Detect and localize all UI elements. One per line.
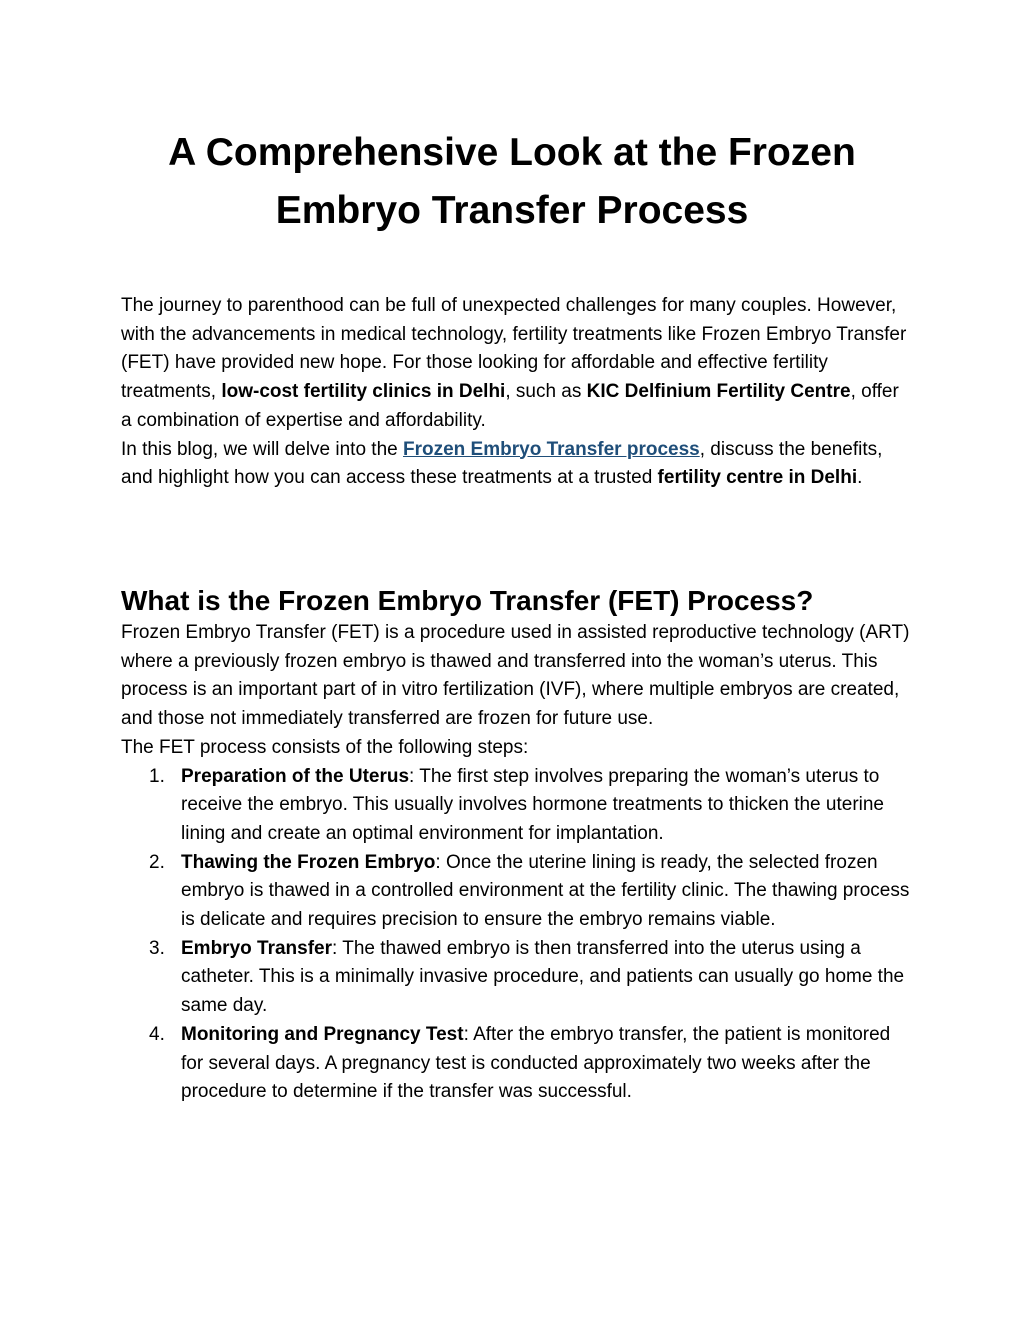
- bold-phrase-fertility-centre: fertility centre in Delhi: [657, 467, 858, 489]
- intro-text: , such as: [505, 381, 587, 403]
- intro-text: .: [857, 467, 863, 489]
- step-number: 2.: [149, 851, 165, 873]
- intro-text: , offer a combination of expertise and affordability.: [121, 381, 899, 431]
- fet-section: [121, 619, 911, 1107]
- step-title: Thawing the Frozen Embryo: [181, 851, 436, 873]
- fet-process-link[interactable]: Frozen Embryo Transfer process: [403, 438, 700, 460]
- step-text: : The thawed embryo is then transferred into the uterus using a catheter. This is a minimally invasive procedure, and patients can usually go home the same day.: [181, 937, 905, 1017]
- bold-phrase-low-cost-clinics: low-cost fertility clinics in Delhi: [221, 381, 506, 403]
- intro-paragraph-2: [121, 436, 911, 493]
- step-title: Monitoring and Pregnancy Test: [181, 1023, 464, 1045]
- bold-phrase-clinic-name: KIC Delfinium Fertility Centre: [586, 381, 851, 403]
- page-title: A Comprehensive Look at the Frozen Embryo Transfer Process: [168, 131, 856, 232]
- section-paragraph-1: Frozen Embryo Transfer (FET) is a procedure used in assisted reproductive technology (ART) where a previously frozen embryo is thawed and transferred into the woman’s uterus. This process is an important part of in vitro fertilization (IVF), where multiple embryos are created, and those not immediately transferred are frozen for future use.: [121, 622, 910, 730]
- list-item: [121, 849, 911, 935]
- section-paragraph-2: The FET process consists of the following steps:: [121, 736, 529, 758]
- step-number: 3.: [149, 937, 165, 959]
- list-item: [121, 763, 911, 849]
- list-item: [121, 935, 911, 1021]
- section-heading: What is the Frozen Embryo Transfer (FET) Process?: [121, 585, 814, 616]
- step-text: : The first step involves preparing the woman’s uterus to receive the embryo. This usually involves hormone treatments to thicken the uterine lining and create an optimal environment for implantation.: [181, 765, 884, 844]
- step-title: Preparation of the Uterus: [181, 765, 410, 787]
- step-text: : Once the uterine lining is ready, the selected frozen embryo is thawed in a controlled environment at the fertility clinic. The thawing process is delicate and requires precision to ensure the embryo remains viable.: [181, 851, 910, 931]
- step-title: Embryo Transfer: [181, 937, 332, 959]
- intro-section: [121, 292, 911, 493]
- intro-text: , discuss the benefits, and highlight how you can access these treatments at a trusted: [121, 438, 883, 489]
- intro-paragraph-1: [121, 292, 911, 436]
- list-item: [121, 1021, 911, 1107]
- intro-text: The journey to parenthood can be full of unexpected challenges for many couples. However, with the advancements in medical technology, fertility treatments like Frozen Embryo Transfer (FET) have provided new hope. For those looking for affordable and effective fertility treatments,: [121, 295, 907, 403]
- intro-text: In this blog, we will delve into the: [121, 438, 403, 460]
- step-number: 1.: [149, 765, 165, 787]
- steps-list: [121, 763, 911, 1107]
- step-text: : After the embryo transfer, the patient is monitored for several days. A pregnancy test is conducted approximately two weeks after the procedure to determine if the transfer was successful.: [181, 1023, 891, 1103]
- step-number: 4.: [149, 1023, 165, 1045]
